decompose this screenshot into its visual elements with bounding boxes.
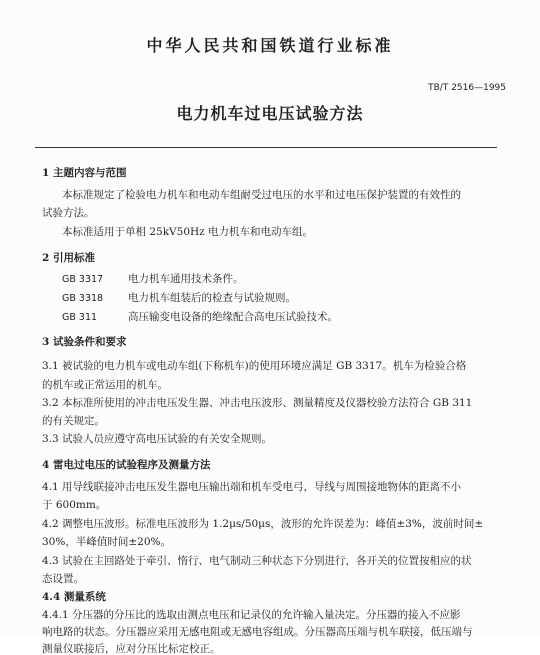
paragraph-line: 4.4.1 分压器的分压比的选取由测点电压和记录仪的允许输入量决定。分压器的接入不应影 — [42, 609, 461, 621]
reference-code: GB 3318 — [62, 293, 104, 304]
reference-name: 电力机车通用技术条件。 — [128, 273, 244, 285]
subsection-heading: 4.4 测量系统 — [42, 591, 106, 603]
paragraph-line: 4.2 调整电压波形。标准电压波形为 1.2μs/50μs，波形的允许误差为：峰值±3%，波前时间± — [42, 518, 484, 530]
paragraph-line: 于 600mm。 — [42, 499, 107, 511]
section-heading-2: 2 引用标准 — [42, 252, 95, 264]
reference-name: 电力机车组装后的检查与试验规则。 — [128, 292, 296, 304]
paragraph-line: 试验方法。 — [42, 207, 95, 219]
section-heading-3: 3 试验条件和要求 — [42, 336, 127, 348]
title-divider — [35, 147, 497, 148]
paragraph-line: 本标准规定了检验电力机车和电动车组耐受过电压的水平和过电压保护装置的有效性的 — [62, 189, 461, 201]
paragraph-line: 态设置。 — [42, 573, 84, 585]
paragraph-line: 4.3 试验在主回路处于牵引、惰行、电气制动三种状态下分别进行，各开关的位置按相应的状 — [42, 555, 472, 567]
standard-number: TB/T 2516—1995 — [428, 83, 506, 93]
reference-item — [62, 312, 338, 323]
paragraph-line: 3.2 本标准所使用的冲击电压发生器、冲击电压波形、测量精度及仪器校验方法符合 GB 311 — [42, 397, 473, 409]
reference-code: GB 311 — [62, 312, 98, 323]
section-heading-4: 4 雷电过电压的试验程序及测量方法 — [42, 459, 211, 471]
paragraph-line: 本标准适用于单相 25kV50Hz 电力机车和电动车组。 — [62, 226, 314, 238]
reference-code: GB 3317 — [62, 274, 104, 285]
paragraph-line: 响电路的状态。分压器应采用无感电阻或无感电容组成。分压器高压端与机车联接，低压端与 — [42, 626, 473, 638]
standard-category-header: 中华人民共和国铁道行业标准 — [146, 36, 394, 55]
section-heading-1: 1 主题内容与范围 — [42, 167, 127, 179]
paragraph-line: 4.1 用导线联接冲击电压发生器电压输出端和机车受电弓，导线与周围接地物体的距离不小 — [42, 481, 462, 493]
paragraph-line: 3.1 被试验的电力机车或电动车组(下称机车)的使用环境应满足 GB 3317。机车为检验合格 — [42, 360, 467, 372]
paragraph-line: 3.3 试验人员应遵守高电压试验的有关安全规则。 — [42, 433, 273, 445]
paragraph-line: 测量仪联接后，应对分压比标定校正。 — [42, 643, 221, 655]
reference-name: 高压输变电设备的绝缘配合高电压试验技术。 — [128, 311, 338, 323]
reference-item — [62, 274, 244, 285]
paragraph-line: 30%，半峰值时间±20%。 — [42, 536, 171, 548]
paragraph-line: 的有关规定。 — [42, 415, 105, 427]
reference-item — [62, 293, 296, 304]
document-title: 电力机车过电压试验方法 — [176, 104, 364, 123]
paragraph-line: 的机车或正常运用的机车。 — [42, 379, 168, 391]
